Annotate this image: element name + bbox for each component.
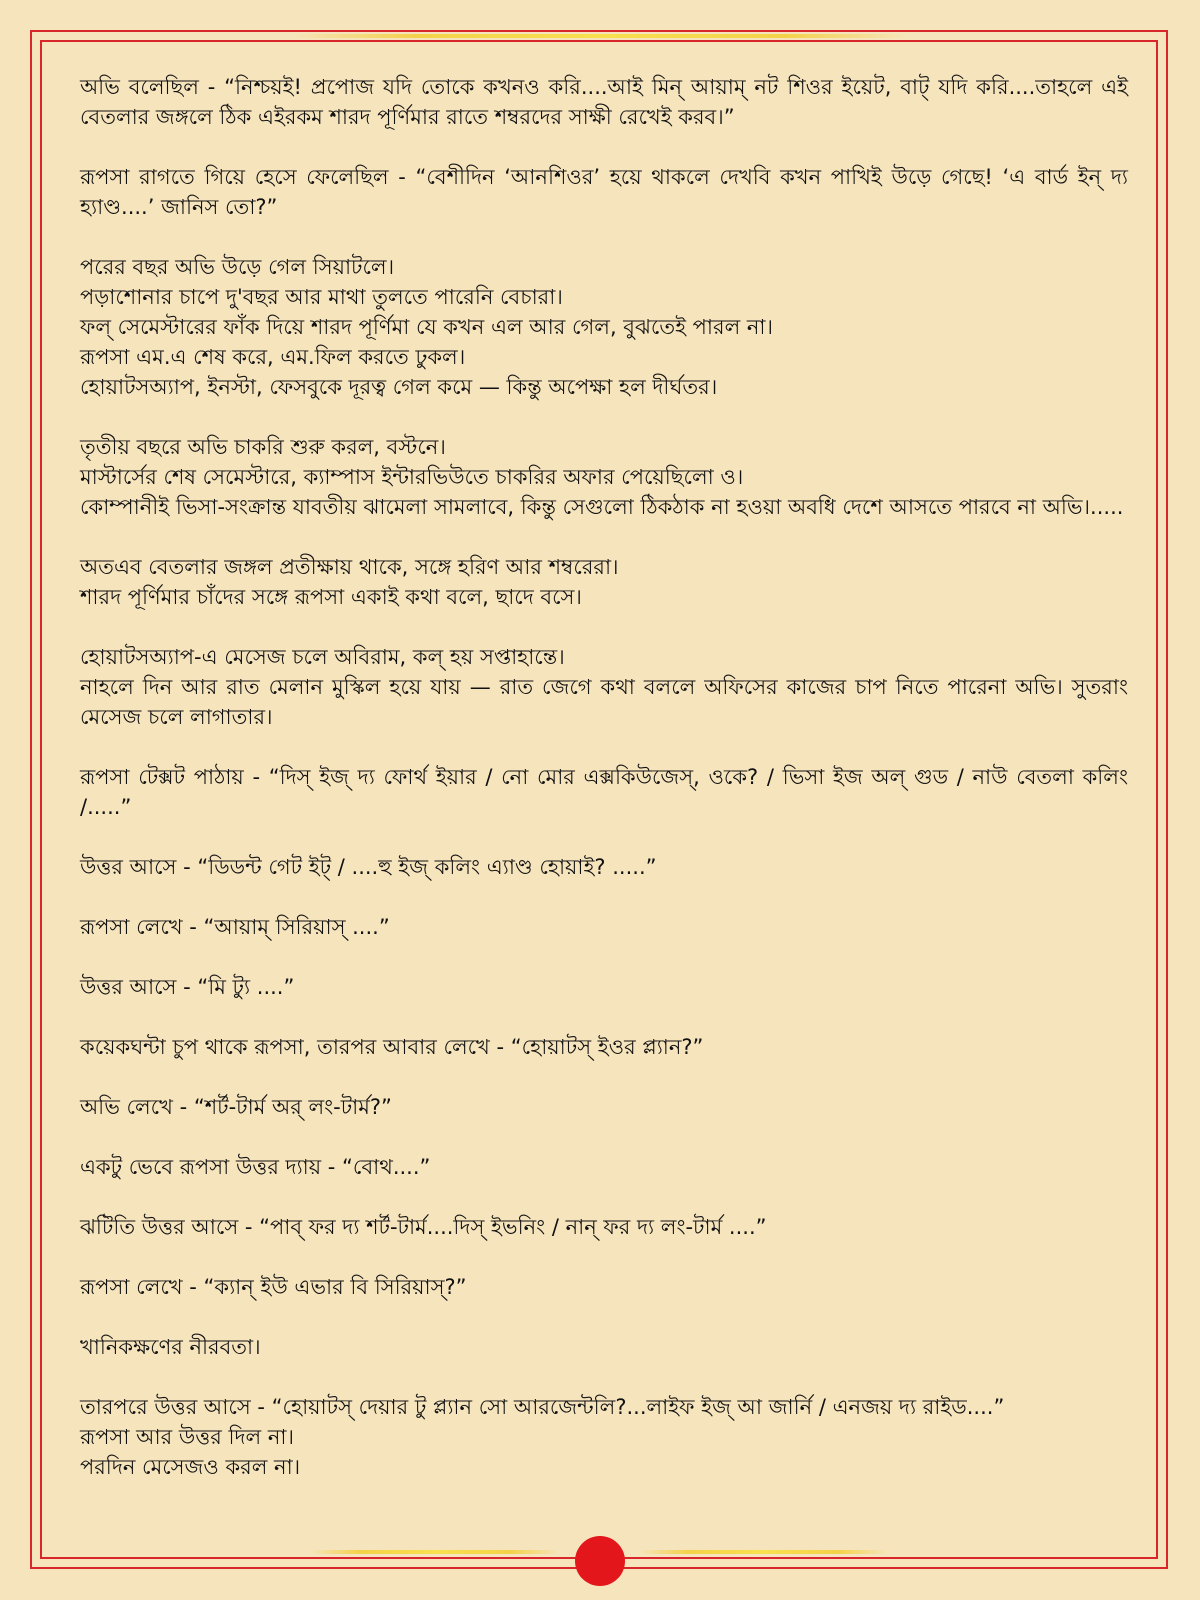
story-line: কয়েকঘন্টা চুপ থাকে রূপসা, তারপর আবার লেখে - “হোয়াটস্ ইওর প্ল্যান?” <box>80 1035 704 1059</box>
red-circle-ornament <box>575 1536 625 1586</box>
story-paragraph <box>80 762 1128 822</box>
story-line: অতএব বেতলার জঙ্গল প্রতীক্ষায় থাকে, সঙ্গে হরিণ আর শম্বরেরা। <box>80 555 619 579</box>
story-line: রূপসা আর উত্তর দিল না। <box>80 1425 295 1449</box>
story-line: একটু ভেবে রূপসা উত্তর দ্যায় - “বোথ....” <box>80 1155 431 1179</box>
story-paragraph <box>80 72 1128 132</box>
story-paragraph <box>80 1212 1128 1242</box>
story-paragraph <box>80 642 1128 732</box>
story-paragraph <box>80 1272 1128 1302</box>
story-paragraph <box>80 252 1128 402</box>
story-paragraph <box>80 432 1128 522</box>
story-line: তৃতীয় বছরে অভি চাকরি শুরু করল, বস্টনে। <box>80 435 446 459</box>
story-paragraph <box>80 162 1128 222</box>
story-paragraph <box>80 852 1128 882</box>
story-line: খানিকক্ষণের নীরবতা। <box>80 1335 261 1359</box>
story-line: রূপসা লেখে - “ক্যান্ ইউ এভার বি সিরিয়াস্?” <box>80 1275 467 1299</box>
story-line: মাস্টার্সের শেষ সেমেস্টারে, ক্যাম্পাস ইন্টারভিউতে চাকরির অফার পেয়েছিলো ও। <box>80 465 744 489</box>
bottom-right-gold-ornament <box>638 1550 888 1554</box>
story-paragraph <box>80 1392 1128 1482</box>
story-line: উত্তর আসে - “মি ট্যু ....” <box>80 975 295 999</box>
story-text <box>80 72 1128 1482</box>
story-paragraph <box>80 972 1128 1002</box>
story-line: তারপরে উত্তর আসে - “হোয়াটস্ দেয়ার টু প্ল্যান সো আরজেন্টলি?...লাইফ ইজ্ আ জার্নি / এনজয় দ্য রাইড....” <box>80 1395 1005 1419</box>
story-line: কোম্পানীই ভিসা-সংক্রান্ত যাবতীয় ঝামেলা সামলাবে, কিন্তু সেগুলো ঠিকঠাক না হওয়া অবধি দেশে আসতে পারবে না অভি।..... <box>80 495 1124 519</box>
story-paragraph <box>80 912 1128 942</box>
story-paragraph <box>80 552 1128 612</box>
story-line: ফল্ সেমেস্টারের ফাঁক দিয়ে শারদ পূর্ণিমা যে কখন এল আর গেল, বুঝতেই পারল না। <box>80 315 774 339</box>
story-paragraph <box>80 1092 1128 1122</box>
story-line: পড়াশোনার চাপে দু'বছর আর মাথা তুলতে পারেনি বেচারা। <box>80 285 563 309</box>
story-line: শারদ পূর্ণিমার চাঁদের সঙ্গে রূপসা একাই কথা বলে, ছাদে বসে। <box>80 585 582 609</box>
story-line: অভি লেখে - “শর্ট-টার্ম অর্ লং-টার্ম?” <box>80 1095 392 1119</box>
story-line: উত্তর আসে - “ডিডন্ট গেট ইট্ / ....হু ইজ্ কলিং এ্যাণ্ড হোয়াই? .....” <box>80 855 657 879</box>
story-line: রূপসা এম.এ শেষ করে, এম.ফিল করতে ঢুকল। <box>80 345 466 369</box>
top-gold-ornament <box>290 34 910 38</box>
story-line: রূপসা লেখে - “আয়াম্ সিরিয়াস্ ....” <box>80 915 390 939</box>
story-line: পরের বছর অভি উড়ে গেল সিয়াটলে। <box>80 255 395 279</box>
story-paragraph <box>80 1152 1128 1182</box>
story-line: নাহলে দিন আর রাত মেলান মুস্কিল হয়ে যায় — রাত জেগে কথা বললে অফিসের কাজের চাপ নিতে পারেনা অভি। সুতরাং মেসেজ চলে লাগাতার। <box>80 675 1128 729</box>
story-line: পরদিন মেসেজও করল না। <box>80 1455 301 1479</box>
story-line: হোয়াটসঅ্যাপ-এ মেসেজ চলে অবিরাম, কল্ হয় সপ্তাহান্তে। <box>80 645 565 669</box>
story-line: অভি বলেছিল - “নিশ্চয়ই! প্রপোজ যদি তোকে কখনও করি....আই মিন্ আয়াম্ নট শিওর ইয়েট, বাট্ যদি করি....তাহলে এই বেতলার জঙ্গলে ঠিক এইরকম শারদ পূর্ণিমার রাতে শম্বরদের সাক্ষী রেখেই করব।” <box>80 75 1128 129</box>
story-paragraph <box>80 1032 1128 1062</box>
story-line: রূপসা রাগতে গিয়ে হেসে ফেলেছিল - “বেশীদিন ‘আনশিওর’ হয়ে থাকলে দেখবি কখন পাখিই উড়ে গেছে! ‘এ বার্ড ইন্ দ্য হ্যাণ্ড....’ জানিস তো?” <box>80 165 1128 219</box>
story-line: ঝটিতি উত্তর আসে - “পাব্ ফর দ্য শর্ট-টার্ম....দিস্ ইভনিং / নান্ ফর দ্য লং-টার্ম ....” <box>80 1215 767 1239</box>
bottom-left-gold-ornament <box>310 1550 560 1554</box>
story-line: হোয়াটসঅ্যাপ, ইনস্টা, ফেসবুকে দূরত্ব গেল কমে — কিন্তু অপেক্ষা হল দীর্ঘতর। <box>80 375 718 399</box>
story-line: রূপসা টেক্সট পাঠায় - “দিস্ ইজ্ দ্য ফোর্থ ইয়ার / নো মোর এক্সকিউজেস্, ওকে? / ভিসা ইজ অল্ গুড / নাউ বেতলা কলিং /.....” <box>80 765 1128 819</box>
story-paragraph <box>80 1332 1128 1362</box>
